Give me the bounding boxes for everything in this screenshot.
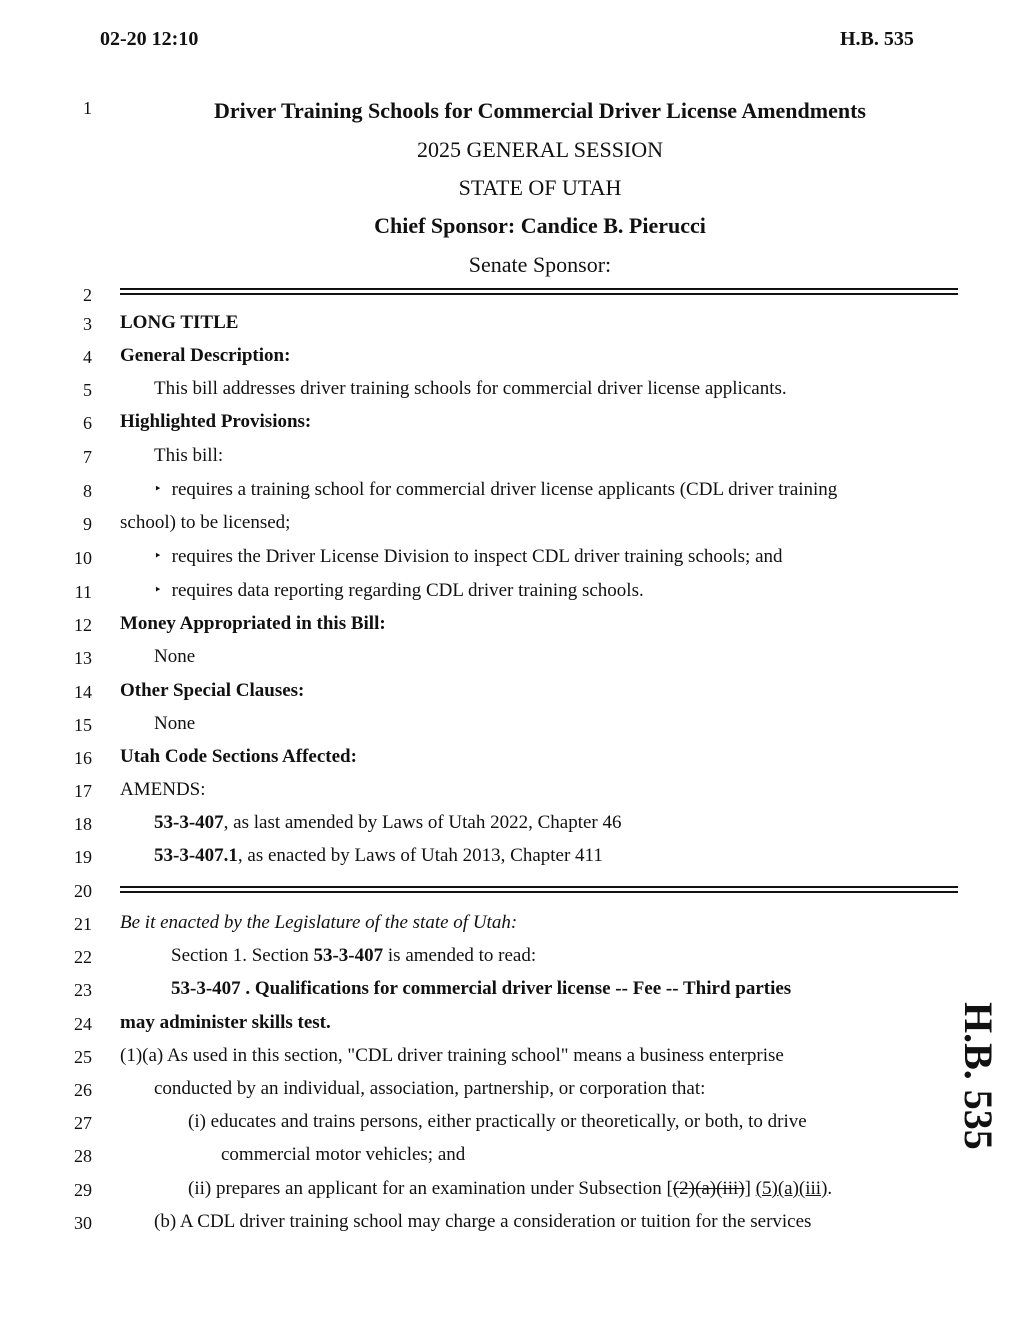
chief-sponsor: Chief Sponsor: Candice B. Pierucci <box>374 213 706 238</box>
money-value: None <box>154 646 196 667</box>
line-number: 12 <box>74 615 92 635</box>
enacting-clause: Be it enacted by the Legislature of the state of Utah: <box>120 912 518 933</box>
line-number: 17 <box>74 781 92 801</box>
session: 2025 GENERAL SESSION <box>416 137 664 162</box>
money-label: Money Appropriated in this Bill: <box>120 613 386 634</box>
special-clauses-value: None <box>154 713 196 734</box>
line-number: 1 <box>83 98 92 118</box>
side-bill-label: H.B. 535 <box>956 1002 1001 1150</box>
provision-item: ‣ requires the Driver License Division to inspect CDL driver training schools; and <box>154 546 783 567</box>
state: STATE OF UTAH <box>458 175 622 200</box>
line-number: 3 <box>83 314 92 334</box>
struck-text: (2)(a)(iii) <box>672 1178 745 1199</box>
provision-item: ‣ requires a training school for commercial driver license applicants (CDL driver training <box>154 479 838 500</box>
provision-item: ‣ requires data reporting regarding CDL driver training schools. <box>154 580 644 601</box>
line-number: 29 <box>74 1180 92 1200</box>
line-number: 23 <box>74 980 92 1000</box>
line-number: 11 <box>74 582 92 602</box>
long-title-heading: LONG TITLE <box>120 312 239 333</box>
line-number: 24 <box>74 1014 92 1034</box>
line-number: 25 <box>74 1047 92 1067</box>
line-number: 21 <box>74 914 92 934</box>
line-number: 27 <box>74 1113 92 1133</box>
line-number: 10 <box>74 548 92 568</box>
header-bill-number: H.B. 535 <box>840 28 914 50</box>
bullet-icon: ‣ <box>154 548 162 563</box>
amends-label: AMENDS: <box>120 779 206 800</box>
line-number: 7 <box>83 447 92 467</box>
line-number: 6 <box>83 413 92 433</box>
provision-item-continued: school) to be licensed; <box>120 512 291 533</box>
line-number: 28 <box>74 1146 92 1166</box>
statute-line: conducted by an individual, association, partnership, or corporation that: <box>154 1078 706 1099</box>
senate-sponsor: Senate Sponsor: <box>468 252 612 277</box>
line-number: 30 <box>74 1213 92 1233</box>
this-bill: This bill: <box>154 445 224 466</box>
inserted-text: (5)(a)(iii) <box>755 1178 828 1199</box>
sections-affected-label: Utah Code Sections Affected: <box>120 746 357 767</box>
section-affected: 53-3-407.1, as enacted by Laws of Utah 2013, Chapter 411 <box>154 845 603 866</box>
line-number: 5 <box>83 380 92 400</box>
bullet-icon: ‣ <box>154 582 162 597</box>
header-date: 02-20 12:10 <box>100 28 199 50</box>
special-clauses-label: Other Special Clauses: <box>120 680 305 701</box>
statute-line: (1)(a) As used in this section, "CDL driver training school" means a business enterprise <box>120 1045 784 1066</box>
line-number: 16 <box>74 748 92 768</box>
highlighted-provisions-label: Highlighted Provisions: <box>120 411 312 432</box>
section-heading-continued: may administer skills test. <box>120 1012 331 1033</box>
line-number: 9 <box>83 514 92 534</box>
general-description: This bill addresses driver training schools for commercial driver license applicants. <box>154 378 787 399</box>
line-number: 8 <box>83 481 92 501</box>
section-affected: 53-3-407, as last amended by Laws of Utah 2022, Chapter 46 <box>154 812 622 833</box>
line-number: 4 <box>83 347 92 367</box>
line-number: 14 <box>74 682 92 702</box>
statute-line-amended: (ii) prepares an applicant for an examination under Subsection [(2)(a)(iii)] (5)(a)(iii). <box>188 1178 833 1199</box>
section-heading: 53-3-407 . Qualifications for commercial driver license -- Fee -- Third parties <box>171 978 792 999</box>
line-number: 19 <box>74 847 92 867</box>
line-number: 26 <box>74 1080 92 1100</box>
statute-line: (i) educates and trains persons, either practically or theoretically, or both, to drive <box>188 1111 807 1132</box>
bill-title: Driver Training Schools for Commercial Driver License Amendments <box>214 98 866 123</box>
line-number: 2 <box>83 285 92 305</box>
line-number: 22 <box>74 947 92 967</box>
line-number: 15 <box>74 715 92 735</box>
line-number: 13 <box>74 648 92 668</box>
statute-line: commercial motor vehicles; and <box>221 1144 466 1165</box>
line-number: 18 <box>74 814 92 834</box>
statute-line: (b) A CDL driver training school may charge a consideration or tuition for the services <box>154 1211 812 1232</box>
general-description-label: General Description: <box>120 345 291 366</box>
section-intro: Section 1. Section 53-3-407 is amended to read: <box>171 945 537 966</box>
line-number: 20 <box>74 881 92 901</box>
bullet-icon: ‣ <box>154 481 162 496</box>
